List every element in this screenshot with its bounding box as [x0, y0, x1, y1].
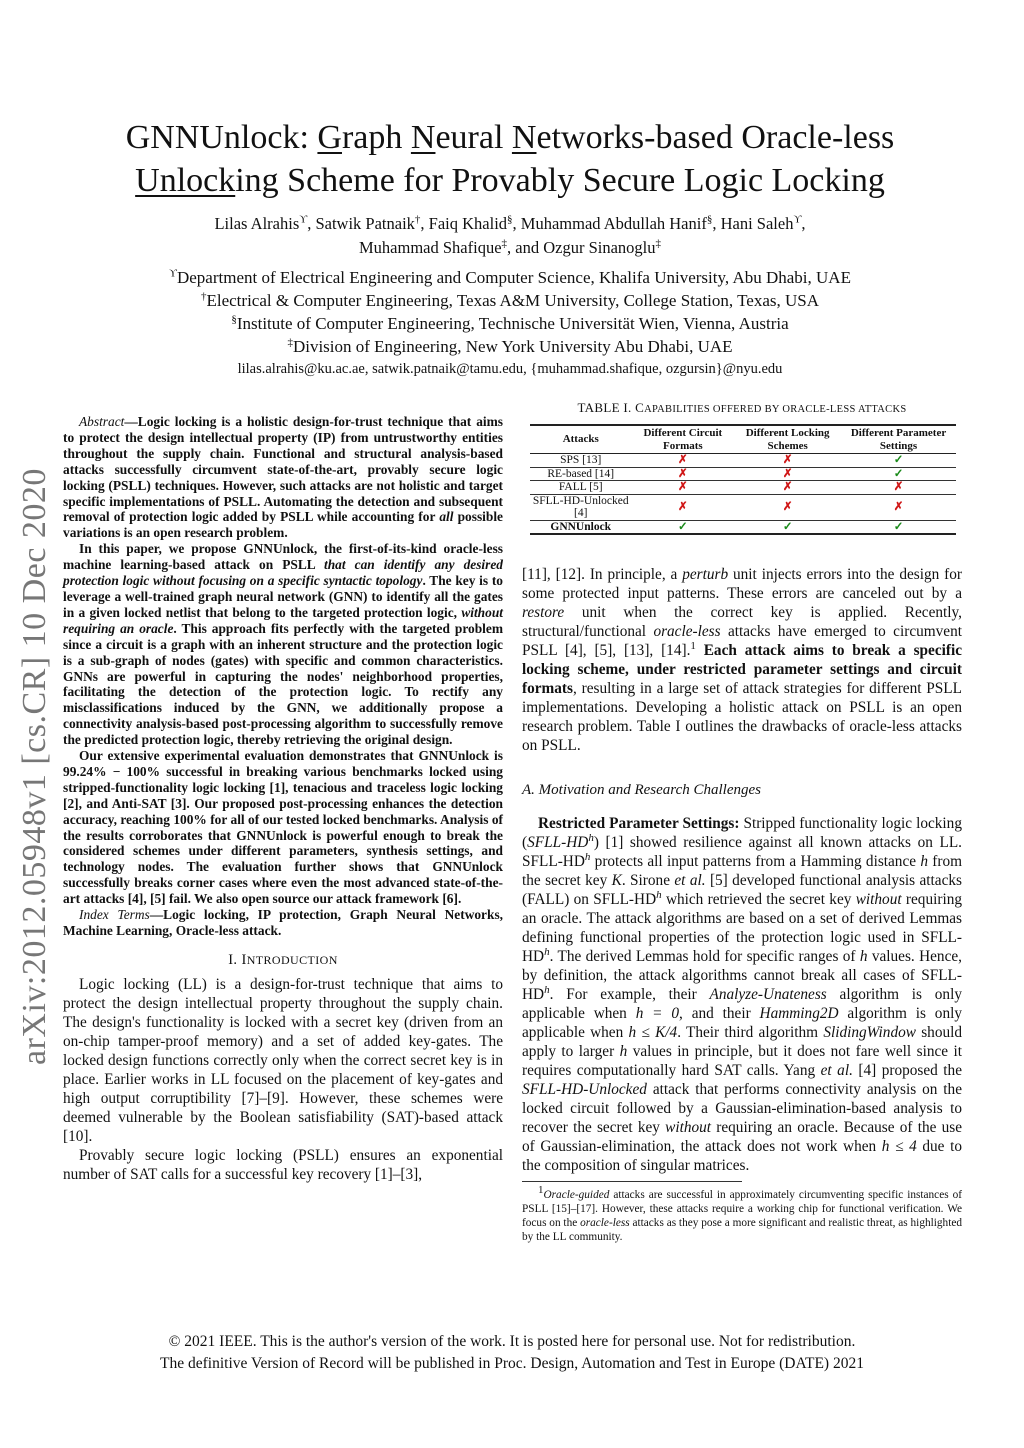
check-mark-icon: ✓: [841, 454, 956, 468]
abstract-paragraph-1: Abstract—Logic locking is a holistic design-for-trust technique that aims to protect the design intellectual property (IP) from untrustworthy entities throughout the supply chain. Functional and structural analysis-based attacks successfully circumvent state-of-the-art, provably secure logic locking (PSLL) techniques. However, such attacks are not holistic and target specific implementations of PSLL. Automating the detection and subsequent removal of protection logic added by PSLL while accounting for all possible variations is an open research problem.: [63, 414, 504, 541]
footnote-1: $^1$Oracle-guided attacks are successful in approximately circumventing specific instances of PSLL [15]–[17]. However, these attacks require a working chip for functional verification. We focus on the oracle-less attacks as they pose a more significant and realistic threat, as highlighted by the LL community.: [522, 1184, 962, 1243]
intro-paragraph-2: Provably secure logic locking (PSLL) ensures an exponential number of SAT calls for a successful key recovery [1]–[3],: [63, 1146, 503, 1183]
affiliation-nyuad: ‡Division of Engineering, New York University Abu Dhabi, UAE: [287, 336, 733, 356]
table-row: [530, 481, 956, 495]
section-heading-introduction: I. INTRODUCTION: [228, 951, 338, 968]
cross-mark-icon: ✗: [841, 481, 956, 495]
table-cell-attack: GNNUnlock: [530, 520, 631, 534]
left-column: [63, 414, 503, 1184]
abstract: [63, 414, 503, 939]
check-mark-icon: ✓: [841, 467, 956, 481]
copyright-line-1: © 2021 IEEE. This is the author's version of the work. It is posted here for personal use. Not for redistribution.: [168, 1333, 856, 1350]
right-body-text: [522, 565, 962, 1244]
check-mark-icon: ✓: [631, 520, 734, 534]
cross-mark-icon: ✗: [631, 481, 734, 495]
affiliations: [90, 266, 930, 380]
check-mark-icon: ✓: [841, 520, 956, 534]
table-cell-attack: SFLL-HD-Unlocked [4]: [530, 494, 631, 520]
table-row: [530, 520, 956, 534]
cross-mark-icon: ✗: [734, 481, 841, 495]
intro-paragraph-1: Logic locking (LL) is a design-for-trust technique that aims to protect the design intellectual property throughout the supply chain. The design's functionality is locked with a secret key (driven from an on-chip tamper-proof memory) and a set of added key-gates. The locked design functions correctly only when the correct secret key is in place. Earlier works in LL focused on the placement of key-gates and high output corruptibility [7]–[9]. However, these schemes were deemed vulnerable by the Boolean satisfiability (SAT)-based attack [10].: [63, 975, 503, 1145]
abstract-paragraph-2: In this paper, we propose GNNUnlock, the first-of-its-kind oracle-less machine learning-based attack on PSLL that can identify any desired protection logic without focusing on a specific syntactic topology. The key is to leverage a well-trained graph neural network (GNN) to identify all the gates in a given locked netlist that belong to the targeted protection logic, without requiring an oracle. This approach fits perfectly with the targeted problem since a circuit is a graph with an inherent structure and the protection logic is a sub-graph of nodes (gates) with specific and common characteristics. GNNs are powerful in capturing the nodes' neighborhood properties, facilitating the detection of the protection logic. To rectify any misclassifications induced by the GNN, we additionally propose a connectivity analysis-based post-processing algorithm to successfully remove the predicted protection logic, thereby retrieving the original design.: [63, 541, 504, 748]
table-row: [530, 454, 956, 468]
copyright-footer: [60, 1331, 964, 1375]
copyright-line-2: The definitive Version of Record will be published in Proc. Design, Automation and Test in Europe (DATE) 2021: [160, 1355, 864, 1372]
table-header-circuit-formats: Different Circuit Formats: [631, 425, 734, 454]
index-terms: Index Terms—Logic locking, IP protection, Graph Neural Networks, Machine Learning, Oracle-less attack.: [63, 907, 504, 938]
affiliation-tamu: †Electrical & Computer Engineering, Texas A&M University, College Station, Texas, USA: [200, 290, 819, 310]
right-column: [522, 400, 962, 1244]
table-header-attacks: Attacks: [530, 425, 631, 454]
cross-mark-icon: ✗: [631, 467, 734, 481]
table-row: [530, 467, 956, 481]
paper-title: GNNUnlock: Graph Neural Networks-based Oracle-less Unlocking Scheme for Provably Secure Logic Locking: [125, 119, 895, 199]
cross-mark-icon: ✗: [734, 467, 841, 481]
cross-mark-icon: ✗: [631, 454, 734, 468]
table-row: [530, 494, 956, 520]
introduction: [63, 975, 503, 1184]
cross-mark-icon: ✗: [631, 494, 734, 520]
author-emails: lilas.alrahis@ku.ac.ae, satwik.patnaik@tamu.edu, {muhammad.shafique, ozgursin}@nyu.edu: [237, 361, 783, 377]
author-list: Lilas Alrahis$^ϒ$, Satwik Patnaik†, Faiq Khalid§, Muhammad Abdullah Hanif§, Hani Saleh$^ϒ$, Muhammad Shafique‡, and Ozgur Sinanoglu‡: [214, 213, 806, 257]
subsection-heading-motivation: A. Motivation and Research Challenges: [522, 782, 761, 798]
footnote-divider: [522, 1181, 742, 1182]
cross-mark-icon: ✗: [841, 494, 956, 520]
right-paragraph-1: [11], [12]. In principle, a perturb unit injects errors into the design for some protected input patterns. These errors are canceled out by a restore unit when the correct key is applied. Recently, structural/functional oracle-less attacks have emerged to circumvent PSLL [4], [5], [13], [14].$^1$ Each attack aims to break a specific locking scheme, under restricted parameter settings and circuit formats, resulting in a large set of attack strategies for different PSLL implementations. Developing a holistic attack on PSLL is an open research problem. Table I outlines the drawbacks of oracle-less attacks on PSLL.: [522, 566, 962, 754]
table-header-parameter-settings: Different Parameter Settings: [841, 425, 956, 454]
table-caption: TABLE I. CAPABILITIES OFFERED BY ORACLE-LESS ATTACKS: [577, 400, 907, 415]
table-header-locking-schemes: Different Locking Schemes: [734, 425, 841, 454]
check-mark-icon: ✓: [734, 520, 841, 534]
capabilities-table: [530, 424, 956, 535]
arxiv-stamp: arXiv:2012.05948v1 [cs.CR] 10 Dec 2020: [16, 468, 53, 1065]
cross-mark-icon: ✗: [734, 494, 841, 520]
affiliation-tu-wien: §Institute of Computer Engineering, Technische Universität Wien, Vienna, Austria: [231, 313, 789, 333]
affiliation-khalifa: $^ϒ$Department of Electrical Engineering and Computer Science, Khalifa University, Abu Dhabi, UAE: [169, 267, 851, 287]
cross-mark-icon: ✗: [734, 454, 841, 468]
table-cell-attack: RE-based [14]: [530, 467, 631, 481]
table-cell-attack: FALL [5]: [530, 481, 631, 495]
table-header-row: [530, 425, 956, 454]
right-paragraph-2: Restricted Parameter Settings: Stripped functionality logic locking $(SFLL-HD^h)$ [1] showed resilience against all known attacks on LL. SFLL-$HD^h$ protects all input patterns from a Hamming distance h from the secret key K. Sirone et al. [5] developed functional analysis attacks (FALL) on SFLL-$HD^h$ which retrieved the secret key without requiring an oracle. The attack algorithms are based on a set of derived Lemmas defining functional properties of the protection logic used in SFLL-$HD^h$. The derived Lemmas hold for specific ranges of h values. Hence, by definition, the attack algorithms cannot break all cases of SFLL-$HD^h$. For example, their Analyze-Unateness algorithm is only applicable when h = 0, and their Hamming2D algorithm is only applicable when h ≤ K/4. Their third algorithm SlidingWindow should apply to larger h values in principle, but it does not fare well since it requires computationally hard SAT calls. Yang et al. [4] proposed the SFLL-HD-Unlocked attack that performs connectivity analysis on the locked circuit followed by a Gaussian-elimination-based analysis to recover the secret key without requiring an oracle. Because of the use of Gaussian-elimination, the attack does not work when h ≤ 4 due to the composition of singular matrices.: [522, 815, 963, 1174]
table-cell-attack: SPS [13]: [530, 454, 631, 468]
abstract-paragraph-3: Our extensive experimental evaluation demonstrates that GNNUnlock is 99.24% − 100% successful in breaking various benchmarks locked using stripped-functionality logic locking [1], tenacious and traceless logic locking [2], and Anti-SAT [3]. Our proposed post-processing enhances the detection accuracy, reaching 100% for all of our tested locked benchmarks. Analysis of the results corroborates that GNNUnlock is powerful enough to break the considered schemes under different parameters, synthesis settings, and technology nodes. The evaluation further shows that GNNUnlock successfully breaks corner cases where even the most advanced state-of-the-art attacks [4], [5] fail. We also open source our attack framework [6].: [63, 748, 503, 907]
